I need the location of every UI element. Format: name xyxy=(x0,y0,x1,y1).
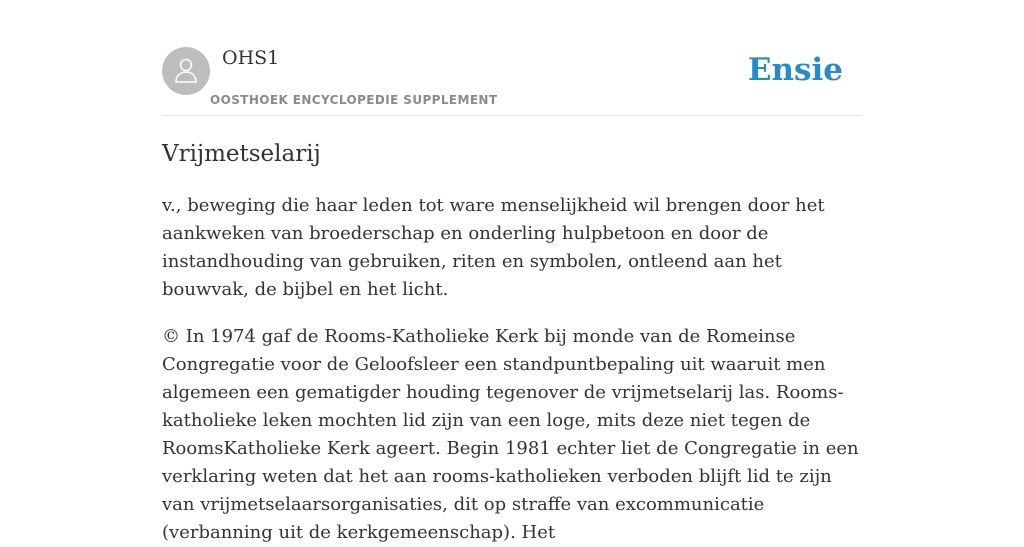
article-title: Vrijmetselarij xyxy=(162,141,321,167)
source-name: OOSTHOEK ENCYCLOPEDIE SUPPLEMENT xyxy=(210,93,498,107)
source-avatar[interactable] xyxy=(162,47,210,95)
ensie-logo-link[interactable]: Ensie xyxy=(747,52,843,88)
user-placeholder-icon xyxy=(171,56,201,86)
source-header xyxy=(162,0,862,116)
article-paragraph-definition: v., beweging die haar leden tot ware menselijkheid wil brengen door het aankweken van broederschap en onderling hulpbetoon en door de instandhouding van gebruiken, riten en symbolen, ontleend aan het bouwvak, de bijbel en het licht. xyxy=(162,195,825,300)
article-paragraph-history: © In 1974 gaf de Rooms-Katholieke Kerk bij monde van de Romeinse Congregatie voor de Geloofsleer een standpuntbepaling uit waaruit men algemeen een gematigder houding tegenover de vrijmetselarij las. Rooms-katholieke leken mochten lid zijn van een loge, mits deze niet tegen de RoomsKatholieke Kerk ageert. Begin 1981 echter liet de Congregatie in een verklaring weten dat het aan rooms-katholieken verboden blijft lid te zijn van vrijmetselaarsorganisaties, dit op straffe van excommunicatie (verbanning uit de kerkgemeenschap). Het xyxy=(162,326,859,543)
content-container xyxy=(162,0,862,547)
source-code-link[interactable]: OHS1 xyxy=(222,47,280,69)
